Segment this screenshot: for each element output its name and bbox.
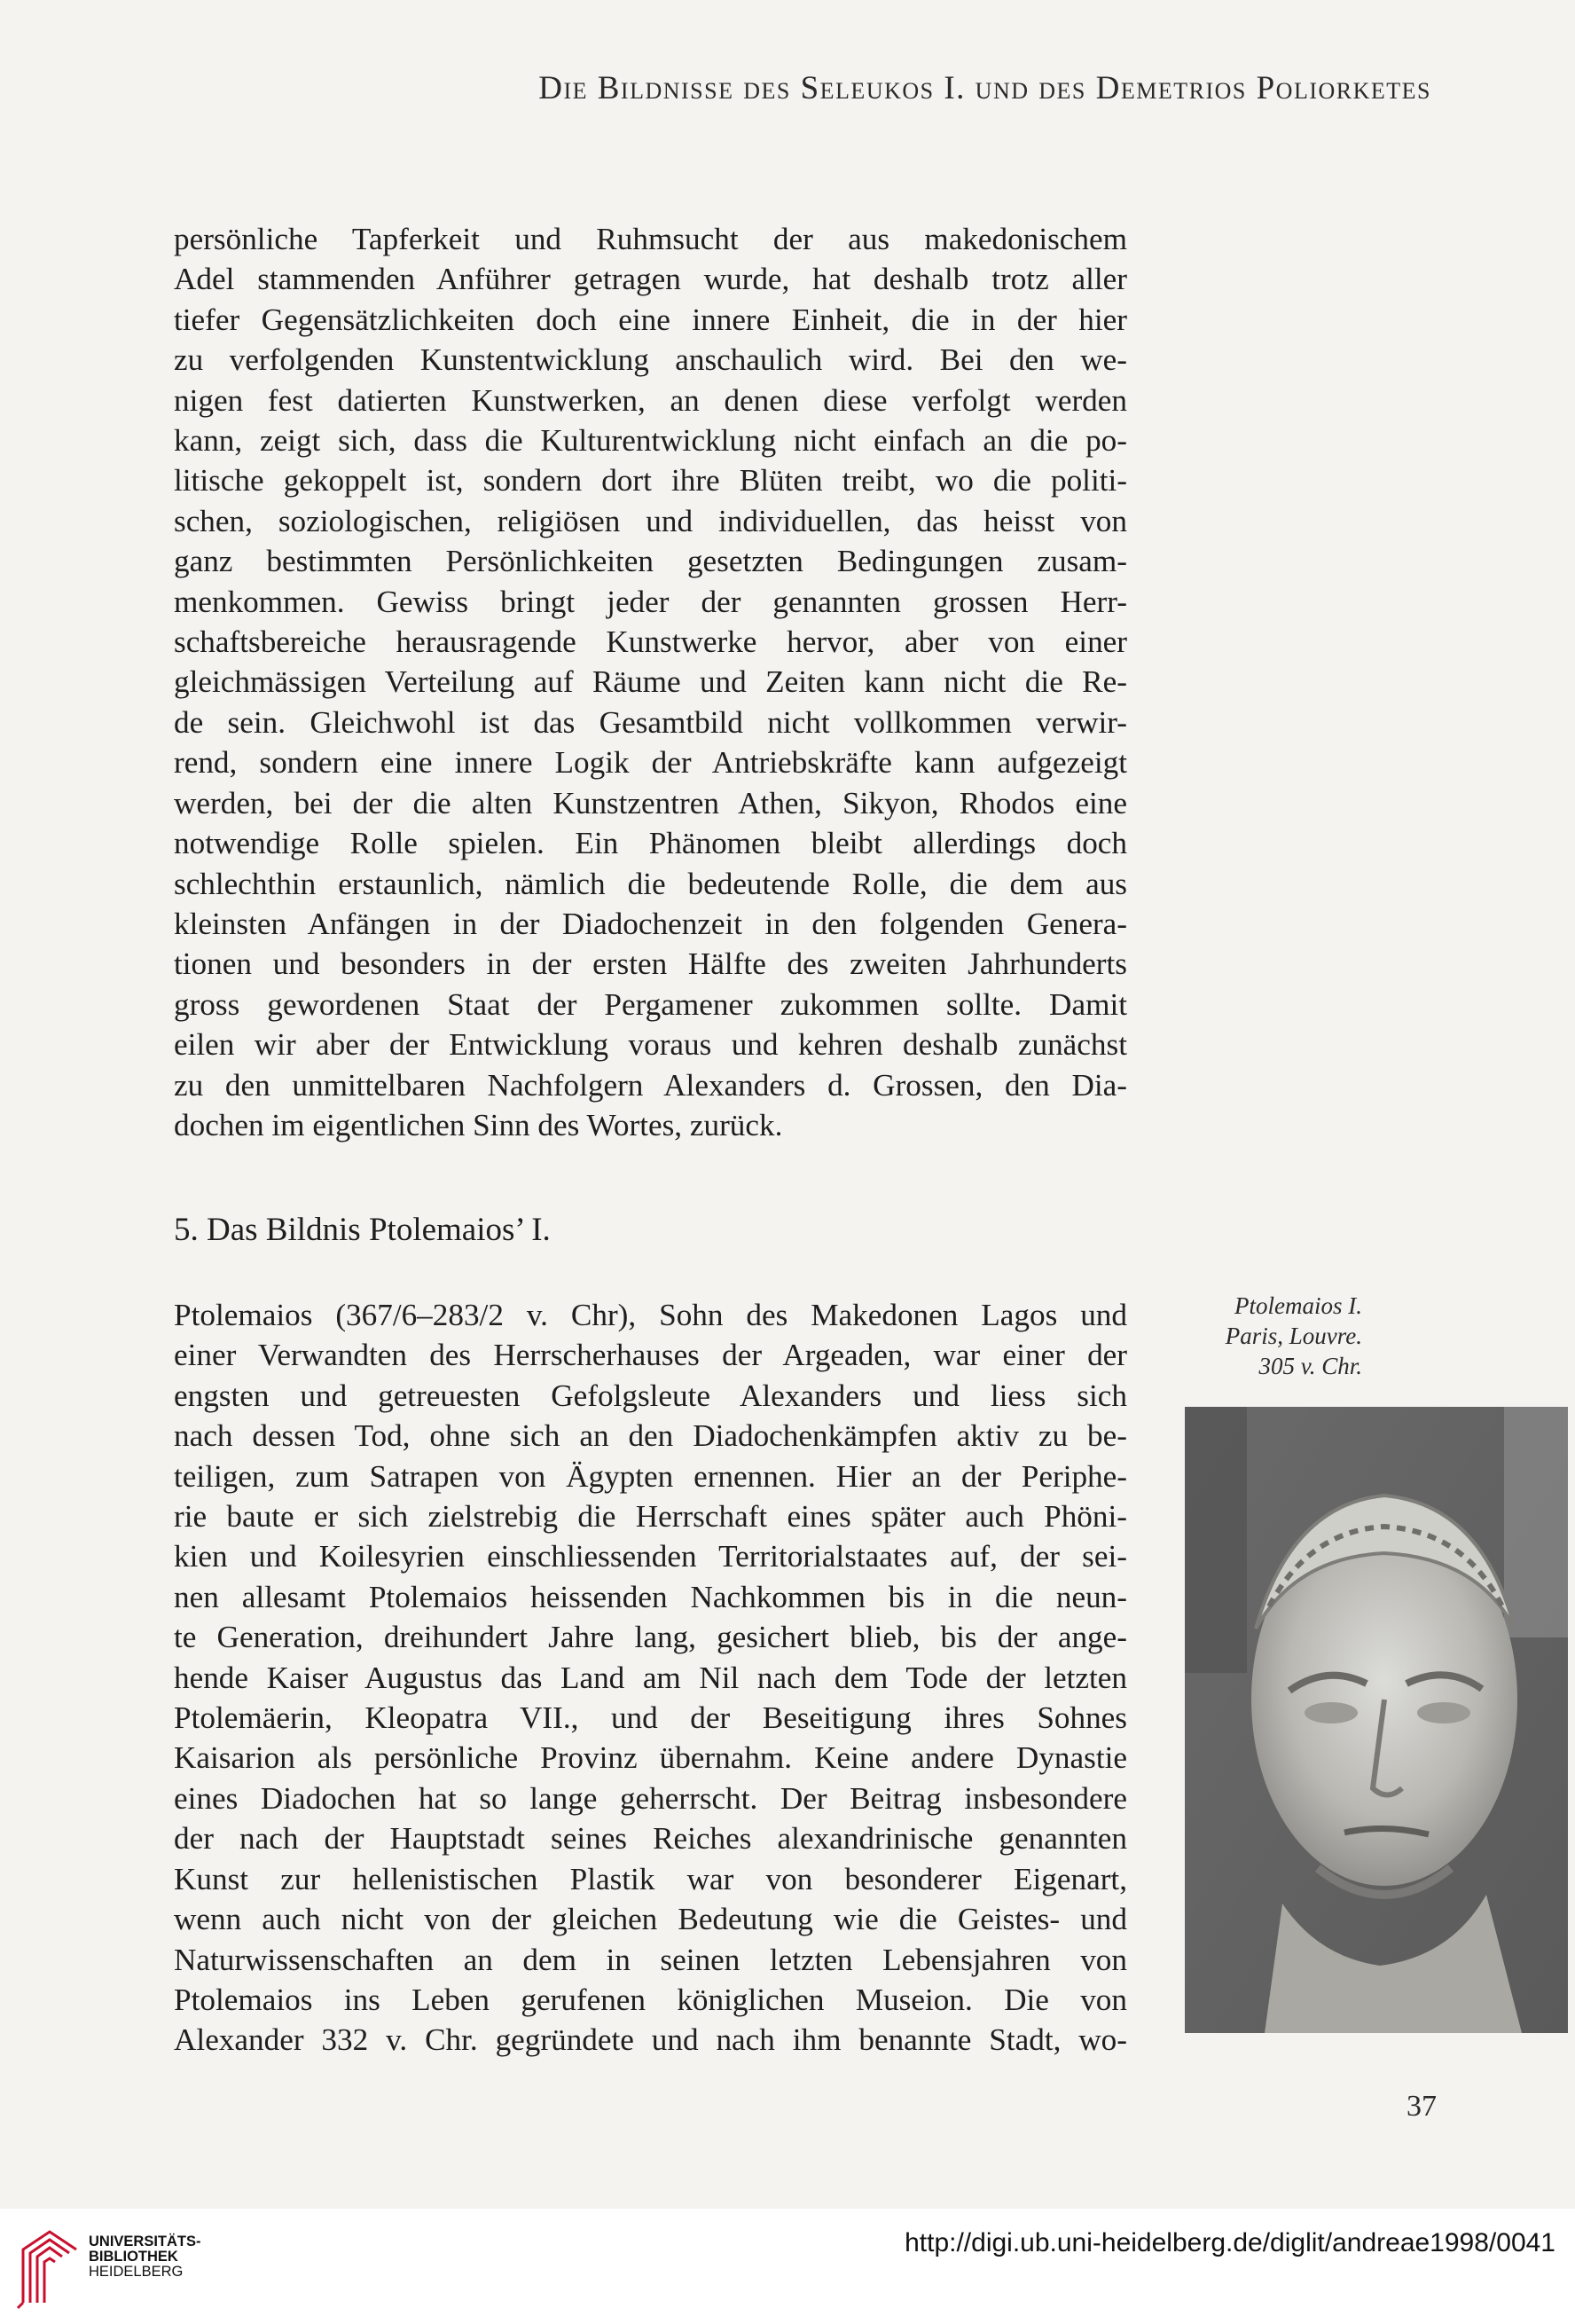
text-line: der nach der Hauptstadt seines Reiches alexandrinische genannten [174,1821,1127,1857]
text-line: Kunst zur hellenistischen Plastik war von besonderer Eigenart, [174,1861,1127,1896]
text-line: persönliche Tapferkeit und Ruhmsucht der aus makedonischem [174,222,1127,256]
source-url-link[interactable]: http://digi.ub.uni-heidelberg.de/diglit/andreae1998/0041 [905,2228,1555,2257]
running-head: Die Bildnisse des Seleukos I. und des Demetrios Poliorketes [538,70,1431,106]
text-line: ganz bestimmten Persönlichkeiten gesetzten Bedingungen zusam- [174,544,1127,579]
library-name-line: HEIDELBERG [89,2264,184,2280]
text-line: Ptolemaios ins Leben gerufenen königlichen Museion. Die von [174,1982,1127,2017]
text-line: de sein. Gleichwohl ist das Gesamtbild nicht vollkommen verwir- [174,704,1127,740]
text-line: kann, zeigt sich, dass die Kulturentwicklung nicht einfach an die po- [174,423,1127,459]
text-line: rend, sondern eine innere Logik der Antriebskräfte kann aufgezeigt [174,745,1127,781]
text-line: eilen wir aber der Entwicklung voraus und kehren deshalb zunächst [174,1027,1127,1063]
text-line: schlechthin erstaunlich, nämlich die bedeutende Rolle, die dem aus [174,866,1127,901]
text-line: nen allesamt Ptolemaios heissenden Nachkommen bis in die neun- [174,1579,1127,1614]
text-line: Alexander 332 v. Chr. gegründete und nach ihm benannte Stadt, wo- [174,2022,1127,2058]
text-line: eines Diadochen hat so lange geherrscht. Der Beitrag insbesondere [174,1780,1127,1816]
text-line: zu den unmittelbaren Nachfolgern Alexanders d. Grossen, den Dia- [174,1067,1127,1103]
text-line: wenn auch nicht von der gleichen Bedeutung wie die Geistes- und [174,1902,1127,1937]
text-line: te Generation, dreihundert Jahre lang, gesichert blieb, bis der ange- [174,1620,1127,1655]
portrait-photo [1185,1407,1568,2033]
text-line: tiefer Gegensätzlichkeiten doch eine innere Einheit, die in der hier [174,302,1127,337]
caption-title: Ptolemaios I. [1234,1292,1362,1319]
caption-location: Paris, Louvre. [1225,1323,1362,1349]
text-line: gross gewordenen Staat der Pergamener zukommen sollte. Damit [174,986,1127,1022]
text-line: litische gekoppelt ist, sondern dort ihre Blüten treibt, wo die politi- [174,463,1127,499]
library-logo-icon [14,2225,85,2310]
library-name-line: BIBLIOTHEK [89,2249,178,2265]
text-line: einer Verwandten des Herrscherhauses der Argeaden, war einer der [174,1338,1127,1373]
text-line: schaftsbereiche herausragende Kunstwerke hervor, aber von einer [174,624,1127,660]
paragraph-2 [174,1295,1127,2061]
text-line: Ptolemaios (367/6–283/2 v. Chr), Sohn des Makedonen Lagos und [174,1298,1127,1332]
text-line: engsten und getreuesten Gefolgsleute Alexanders und liess sich [174,1378,1127,1413]
section-heading: 5. Das Bildnis Ptolemaios’ I. [174,1212,551,1248]
text-line: nach dessen Tod, ohne sich an den Diadochenkämpfen aktiv zu be- [174,1418,1127,1454]
figure-caption [1162,1291,1362,1381]
caption-date: 305 v. Chr. [1258,1353,1362,1379]
viewer-footer [0,2209,1575,2324]
text-line: Naturwissenschaften an dem in seinen letzten Lebensjahren von [174,1942,1127,1977]
text-line: notwendige Rolle spielen. Ein Phänomen bleibt allerdings doch [174,826,1127,861]
portrait-bust-image [1185,1407,1568,2033]
text-line: menkommen. Gewiss bringt jeder der genannten grossen Herr- [174,584,1127,619]
library-name [89,2234,201,2280]
text-line: hende Kaiser Augustus das Land am Nil nach dem Tode der letzten [174,1660,1127,1695]
text-line: gleichmässigen Verteilung auf Räume und Zeiten kann nicht die Re- [174,664,1127,700]
text-line: rie baute er sich zielstrebig die Herrschaft eines später auch Phöni- [174,1499,1127,1535]
text-line: dochen im eigentlichen Sinn des Wortes, zurück. [174,1107,783,1142]
text-line: Adel stammenden Anführer getragen wurde, hat deshalb trotz aller [174,262,1127,297]
text-line: werden, bei der die alten Kunstzentren Athen, Sikyon, Rhodos eine [174,785,1127,820]
text-line: kleinsten Anfängen in der Diadochenzeit in den folgenden Genera- [174,906,1127,941]
page-number: 37 [1407,2090,1437,2123]
paragraph-1 [174,219,1127,1145]
text-line: Kaisarion als persönliche Provinz übernahm. Keine andere Dynastie [174,1740,1127,1776]
text-line: tionen und besonders in der ersten Hälfte des zweiten Jahrhunderts [174,946,1127,982]
text-line: kien und Koilesyrien einschliessenden Territorialstaates auf, der sei- [174,1539,1127,1574]
text-line: teiligen, zum Satrapen von Ägypten ernennen. Hier an der Periphe- [174,1458,1127,1494]
text-line: zu verfolgenden Kunstentwicklung anschaulich wird. Bei den we- [174,342,1127,378]
text-line: schen, soziologischen, religiösen und individuellen, das heisst von [174,503,1127,538]
text-line: Ptolemäerin, Kleopatra VII., und der Beseitigung ihres Sohnes [174,1700,1127,1736]
text-line: nigen fest datierten Kunstwerken, an denen diese verfolgt werden [174,382,1127,418]
library-name-line: UNIVERSITÄTS- [89,2234,201,2249]
